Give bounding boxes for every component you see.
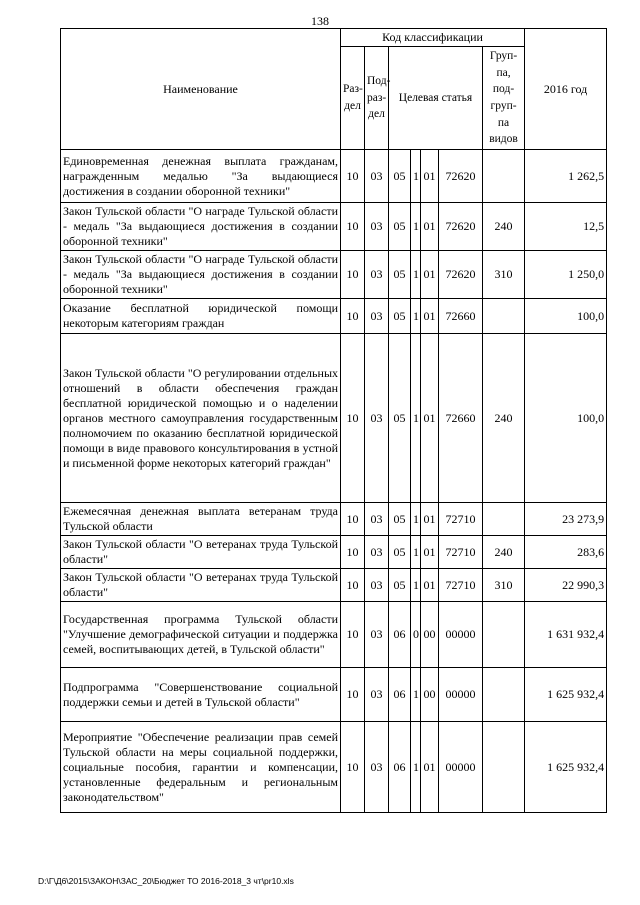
row-razdel: 10 xyxy=(341,299,365,334)
row-group: 240 xyxy=(483,334,525,503)
row-amount: 1 625 932,4 xyxy=(525,722,607,813)
row-group xyxy=(483,299,525,334)
row-razdel: 10 xyxy=(341,569,365,602)
row-target-direction: 72710 xyxy=(439,536,483,569)
header-target: Целевая статья xyxy=(389,47,483,150)
row-target-program: 05 xyxy=(389,251,411,299)
row-amount: 1 625 932,4 xyxy=(525,668,607,722)
row-target-direction: 72710 xyxy=(439,503,483,536)
row-podrazdel: 03 xyxy=(365,722,389,813)
row-podrazdel: 03 xyxy=(365,569,389,602)
row-target-direction: 72620 xyxy=(439,251,483,299)
row-razdel: 10 xyxy=(341,334,365,503)
row-target-measure: 01 xyxy=(421,299,439,334)
table-row xyxy=(61,569,607,602)
row-target-program: 06 xyxy=(389,722,411,813)
table-row xyxy=(61,251,607,299)
row-target-direction: 72620 xyxy=(439,150,483,203)
table-row xyxy=(61,334,607,503)
row-podrazdel: 03 xyxy=(365,299,389,334)
row-podrazdel: 03 xyxy=(365,602,389,668)
row-name: Закон Тульской области "О награде Тульской области - медаль "За выдающиеся достижения в создании оборонной техники" xyxy=(61,251,341,299)
row-podrazdel: 03 xyxy=(365,503,389,536)
row-target-measure: 00 xyxy=(421,602,439,668)
row-group: 310 xyxy=(483,251,525,299)
row-razdel: 10 xyxy=(341,722,365,813)
row-group: 310 xyxy=(483,569,525,602)
row-razdel: 10 xyxy=(341,602,365,668)
row-razdel: 10 xyxy=(341,203,365,251)
page-number: 138 xyxy=(311,14,329,28)
table-row xyxy=(61,668,607,722)
row-amount: 100,0 xyxy=(525,299,607,334)
row-target-program: 05 xyxy=(389,203,411,251)
table-body xyxy=(61,150,607,813)
row-group: 240 xyxy=(483,203,525,251)
row-razdel: 10 xyxy=(341,536,365,569)
row-target-direction: 72660 xyxy=(439,299,483,334)
row-target-subprogram: 1 xyxy=(411,668,421,722)
row-target-measure: 01 xyxy=(421,203,439,251)
row-name: Закон Тульской области "О награде Тульской области - медаль "За выдающиеся достижения в создании оборонной техники" xyxy=(61,203,341,251)
row-podrazdel: 03 xyxy=(365,334,389,503)
row-group xyxy=(483,668,525,722)
row-target-direction: 00000 xyxy=(439,602,483,668)
row-group xyxy=(483,503,525,536)
row-amount: 1 262,5 xyxy=(525,150,607,203)
row-target-direction: 00000 xyxy=(439,668,483,722)
row-amount: 12,5 xyxy=(525,203,607,251)
row-amount: 1 250,0 xyxy=(525,251,607,299)
row-razdel: 10 xyxy=(341,150,365,203)
row-name: Мероприятие "Обеспечение реализации прав семей Тульской области на меры социальной поддержки, социальные пособия, гарантии и компенсации, установленные федеральным и региональным законодательством" xyxy=(61,722,341,813)
row-target-subprogram: 1 xyxy=(411,722,421,813)
header-group: Груп-па, под-груп-па видов xyxy=(483,47,525,150)
row-target-program: 05 xyxy=(389,299,411,334)
row-amount: 1 631 932,4 xyxy=(525,602,607,668)
row-amount: 23 273,9 xyxy=(525,503,607,536)
table-row xyxy=(61,722,607,813)
row-target-measure: 01 xyxy=(421,334,439,503)
row-name: Единовременная денежная выплата гражданам, награжденным медалью "За выдающиеся достижения в создании оборонной техники" xyxy=(61,150,341,203)
row-target-subprogram: 1 xyxy=(411,251,421,299)
row-target-measure: 00 xyxy=(421,668,439,722)
table-row xyxy=(61,536,607,569)
row-podrazdel: 03 xyxy=(365,150,389,203)
row-target-measure: 01 xyxy=(421,150,439,203)
row-target-program: 06 xyxy=(389,668,411,722)
row-name: Закон Тульской области "О ветеранах труда Тульской области" xyxy=(61,536,341,569)
row-target-program: 05 xyxy=(389,150,411,203)
header-name: Наименование xyxy=(61,29,341,150)
row-amount: 22 990,3 xyxy=(525,569,607,602)
table-row xyxy=(61,150,607,203)
header-podrazdel: Под-раз-дел xyxy=(365,47,389,150)
row-podrazdel: 03 xyxy=(365,668,389,722)
row-target-measure: 01 xyxy=(421,251,439,299)
table-row xyxy=(61,203,607,251)
table-row xyxy=(61,299,607,334)
row-target-program: 05 xyxy=(389,536,411,569)
row-target-measure: 01 xyxy=(421,536,439,569)
row-group xyxy=(483,150,525,203)
row-target-program: 06 xyxy=(389,602,411,668)
row-target-subprogram: 1 xyxy=(411,569,421,602)
row-amount: 283,6 xyxy=(525,536,607,569)
row-target-measure: 01 xyxy=(421,503,439,536)
row-group xyxy=(483,722,525,813)
row-target-measure: 01 xyxy=(421,722,439,813)
row-target-subprogram: 1 xyxy=(411,536,421,569)
row-target-program: 05 xyxy=(389,503,411,536)
row-target-direction: 72660 xyxy=(439,334,483,503)
row-target-subprogram: 0 xyxy=(411,602,421,668)
row-target-program: 05 xyxy=(389,334,411,503)
row-group: 240 xyxy=(483,536,525,569)
header-razdel: Раз-дел xyxy=(341,47,365,150)
row-target-subprogram: 1 xyxy=(411,150,421,203)
row-target-direction: 00000 xyxy=(439,722,483,813)
file-path-footer: D:\Г\Д6\2015\ЗАКОН\ЗАС_20\Бюджет ТО 2016-2018_3 чт\pr10.xls xyxy=(38,876,294,886)
row-group xyxy=(483,602,525,668)
row-target-direction: 72620 xyxy=(439,203,483,251)
row-target-subprogram: 1 xyxy=(411,299,421,334)
row-name: Государственная программа Тульской области "Улучшение демографической ситуации и поддержка семей, воспитывающих детей, в Тульской области" xyxy=(61,602,341,668)
header-year: 2016 год xyxy=(525,29,607,150)
row-target-subprogram: 1 xyxy=(411,203,421,251)
header-code: Код классификации xyxy=(341,29,525,47)
row-name: Подпрограмма "Совершенствование социальной поддержки семьи и детей в Тульской области" xyxy=(61,668,341,722)
row-podrazdel: 03 xyxy=(365,251,389,299)
row-razdel: 10 xyxy=(341,668,365,722)
row-razdel: 10 xyxy=(341,251,365,299)
row-name: Ежемесячная денежная выплата ветеранам труда Тульской области xyxy=(61,503,341,536)
row-target-subprogram: 1 xyxy=(411,503,421,536)
row-target-subprogram: 1 xyxy=(411,334,421,503)
row-podrazdel: 03 xyxy=(365,536,389,569)
row-target-measure: 01 xyxy=(421,569,439,602)
row-target-direction: 72710 xyxy=(439,569,483,602)
row-name: Закон Тульской области "О ветеранах труда Тульской области" xyxy=(61,569,341,602)
row-podrazdel: 03 xyxy=(365,203,389,251)
row-name: Оказание бесплатной юридической помощи некоторым категориям граждан xyxy=(61,299,341,334)
budget-table xyxy=(60,28,607,813)
table-row xyxy=(61,602,607,668)
table-row xyxy=(61,503,607,536)
row-target-program: 05 xyxy=(389,569,411,602)
row-name: Закон Тульской области "О регулировании отдельных отношений в области обеспечения граждан бесплатной юридической помощью и о наделении органов местного самоуправления государственным полномочием по оказанию бесплатной юридической помощи в виде правового консультирования в устной и письменной форме некоторых категорий граждан" xyxy=(61,334,341,503)
row-razdel: 10 xyxy=(341,503,365,536)
row-amount: 100,0 xyxy=(525,334,607,503)
